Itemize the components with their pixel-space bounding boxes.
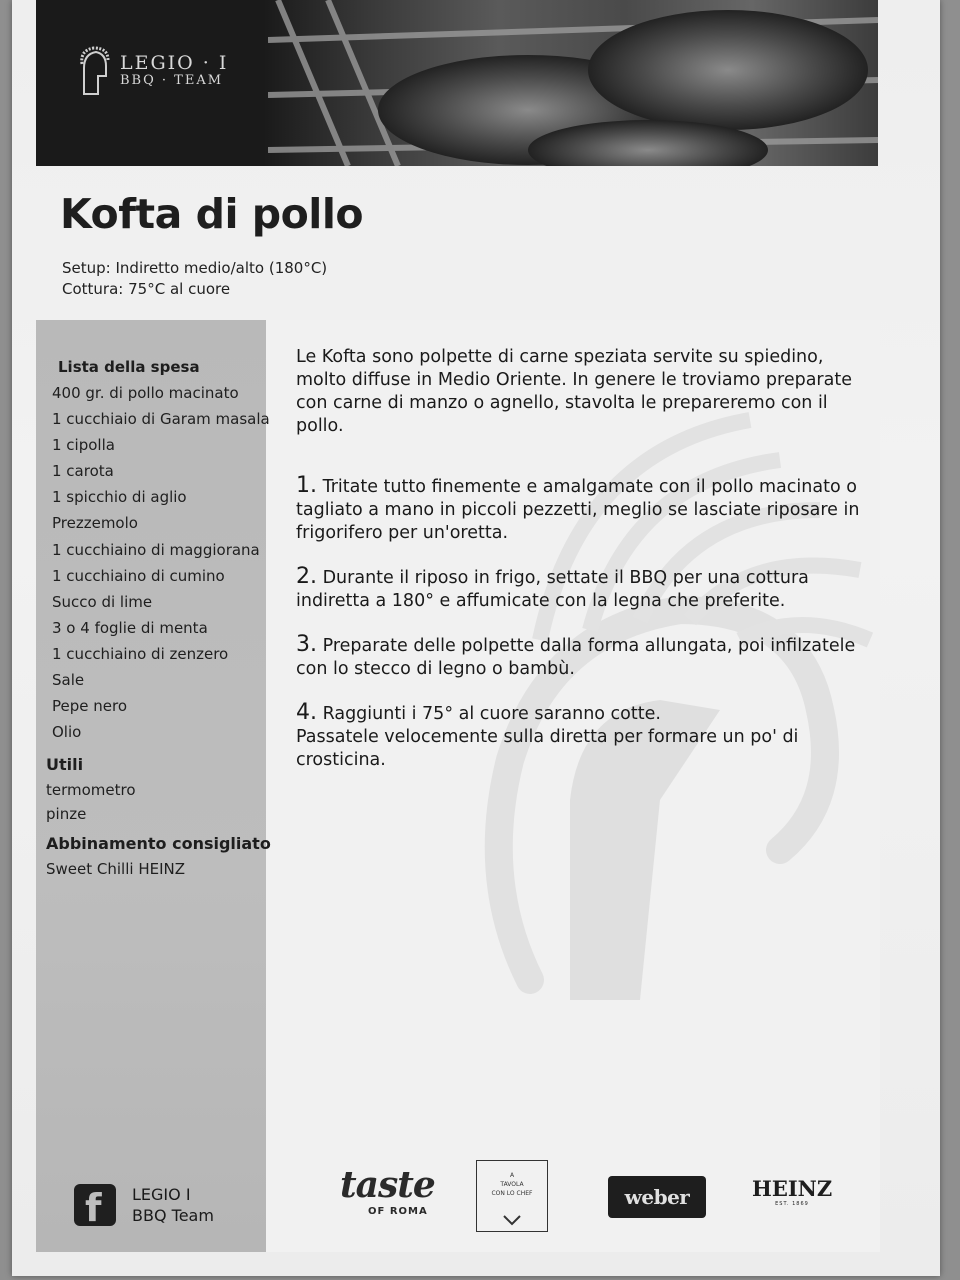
cottura-line	[62, 279, 327, 300]
list-item: 1 cucchiaino di zenzero	[52, 644, 229, 663]
recipe-steps	[296, 474, 886, 792]
list-item: Sale	[52, 671, 85, 690]
step-text: Raggiunti i 75° al cuore saranno cotte. Passatele velocemente sulla diretta per formare un po' di crosticina.	[296, 704, 799, 770]
setup-value: Indiretto medio/alto (180°C)	[115, 259, 328, 277]
facebook-page-subtitle: BBQ Team	[132, 1206, 214, 1225]
list-item: Succo di lime	[52, 592, 153, 611]
list-item: 400 gr. di pollo macinato	[52, 384, 239, 402]
list-item: 1 cucchiaino di cumino	[52, 566, 225, 585]
brand-logo	[76, 46, 228, 96]
heinz-logo: HEINZ EST. 1869	[752, 1176, 833, 1207]
list-item: 1 cucchiaio di Garam masala	[52, 410, 270, 429]
step-item	[296, 633, 886, 681]
pairing-value: Sweet Chilli HEINZ	[46, 860, 185, 878]
taste-of-roma-logo: taste OF ROMA	[340, 1164, 435, 1217]
recipe-intro: Le Kofta sono polpette di carne speziata servite su spiedino, molto diffuse in Medio Oriente. In genere le troviamo preparate con carne di manzo o agnello, stavolta le prepareremo con il pollo.	[296, 347, 852, 436]
tavola-con-lo-chef-logo: A TAVOLA CON LO CHEF	[476, 1160, 548, 1232]
step-text: Tritate tutto finemente e amalgamate con il pollo macinato o tagliato a mano in piccoli pezzetti, meglio se lasciate riposare in frigorifero per un'oretta.	[296, 477, 860, 543]
step-number: 4.	[296, 700, 317, 725]
setup-line	[62, 258, 327, 279]
brand-subtitle: BBQ · TEAM	[120, 73, 224, 89]
facebook-link[interactable]	[74, 1184, 214, 1230]
setup-info	[62, 258, 327, 300]
step-number: 1.	[296, 473, 317, 498]
step-item	[296, 565, 886, 613]
grill-photo	[268, 0, 878, 166]
list-item: 3 o 4 foglie di menta	[52, 618, 208, 637]
facebook-page-name: LEGIO I	[132, 1185, 191, 1204]
list-item: Prezzemolo	[52, 514, 138, 533]
pairing-title: Abbinamento consigliato	[46, 834, 271, 853]
tools-title: Utili	[46, 755, 84, 774]
step-text: Durante il riposo in frigo, settate il BBQ per una cottura indiretta a 180° e affumicate con la legna che preferite.	[296, 568, 809, 611]
chef-hat-icon	[502, 1212, 522, 1228]
spartan-helmet-icon	[76, 46, 110, 96]
step-number: 2.	[296, 564, 317, 589]
list-item: 1 cucchiaino di maggiorana	[52, 540, 260, 559]
facebook-icon: f	[74, 1184, 116, 1226]
list-item: 1 cipolla	[52, 436, 115, 455]
step-number: 3.	[296, 632, 317, 657]
list-item: 1 spicchio di aglio	[52, 488, 187, 507]
recipe-title: Kofta di pollo	[60, 190, 364, 238]
cottura-label: Cottura:	[62, 280, 124, 298]
shopping-list	[52, 380, 270, 745]
header-banner	[36, 0, 878, 166]
shopping-list-title: Lista della spesa	[58, 358, 200, 376]
brand-name: LEGIO · I	[120, 51, 229, 74]
setup-label: Setup:	[62, 259, 111, 277]
list-item: Olio	[52, 723, 82, 742]
cottura-value: 75°C al cuore	[128, 280, 231, 298]
tools-list	[46, 778, 136, 826]
list-item: Pepe nero	[52, 697, 128, 716]
step-item	[296, 474, 886, 545]
step-item	[296, 701, 886, 772]
list-item: pinze	[46, 805, 87, 823]
step-text: Preparate delle polpette dalla forma allungata, poi infilzatele con lo stecco di legno o bambù.	[296, 636, 856, 679]
list-item: termometro	[46, 781, 136, 799]
weber-logo: weber	[608, 1176, 706, 1218]
list-item: 1 carota	[52, 462, 114, 481]
